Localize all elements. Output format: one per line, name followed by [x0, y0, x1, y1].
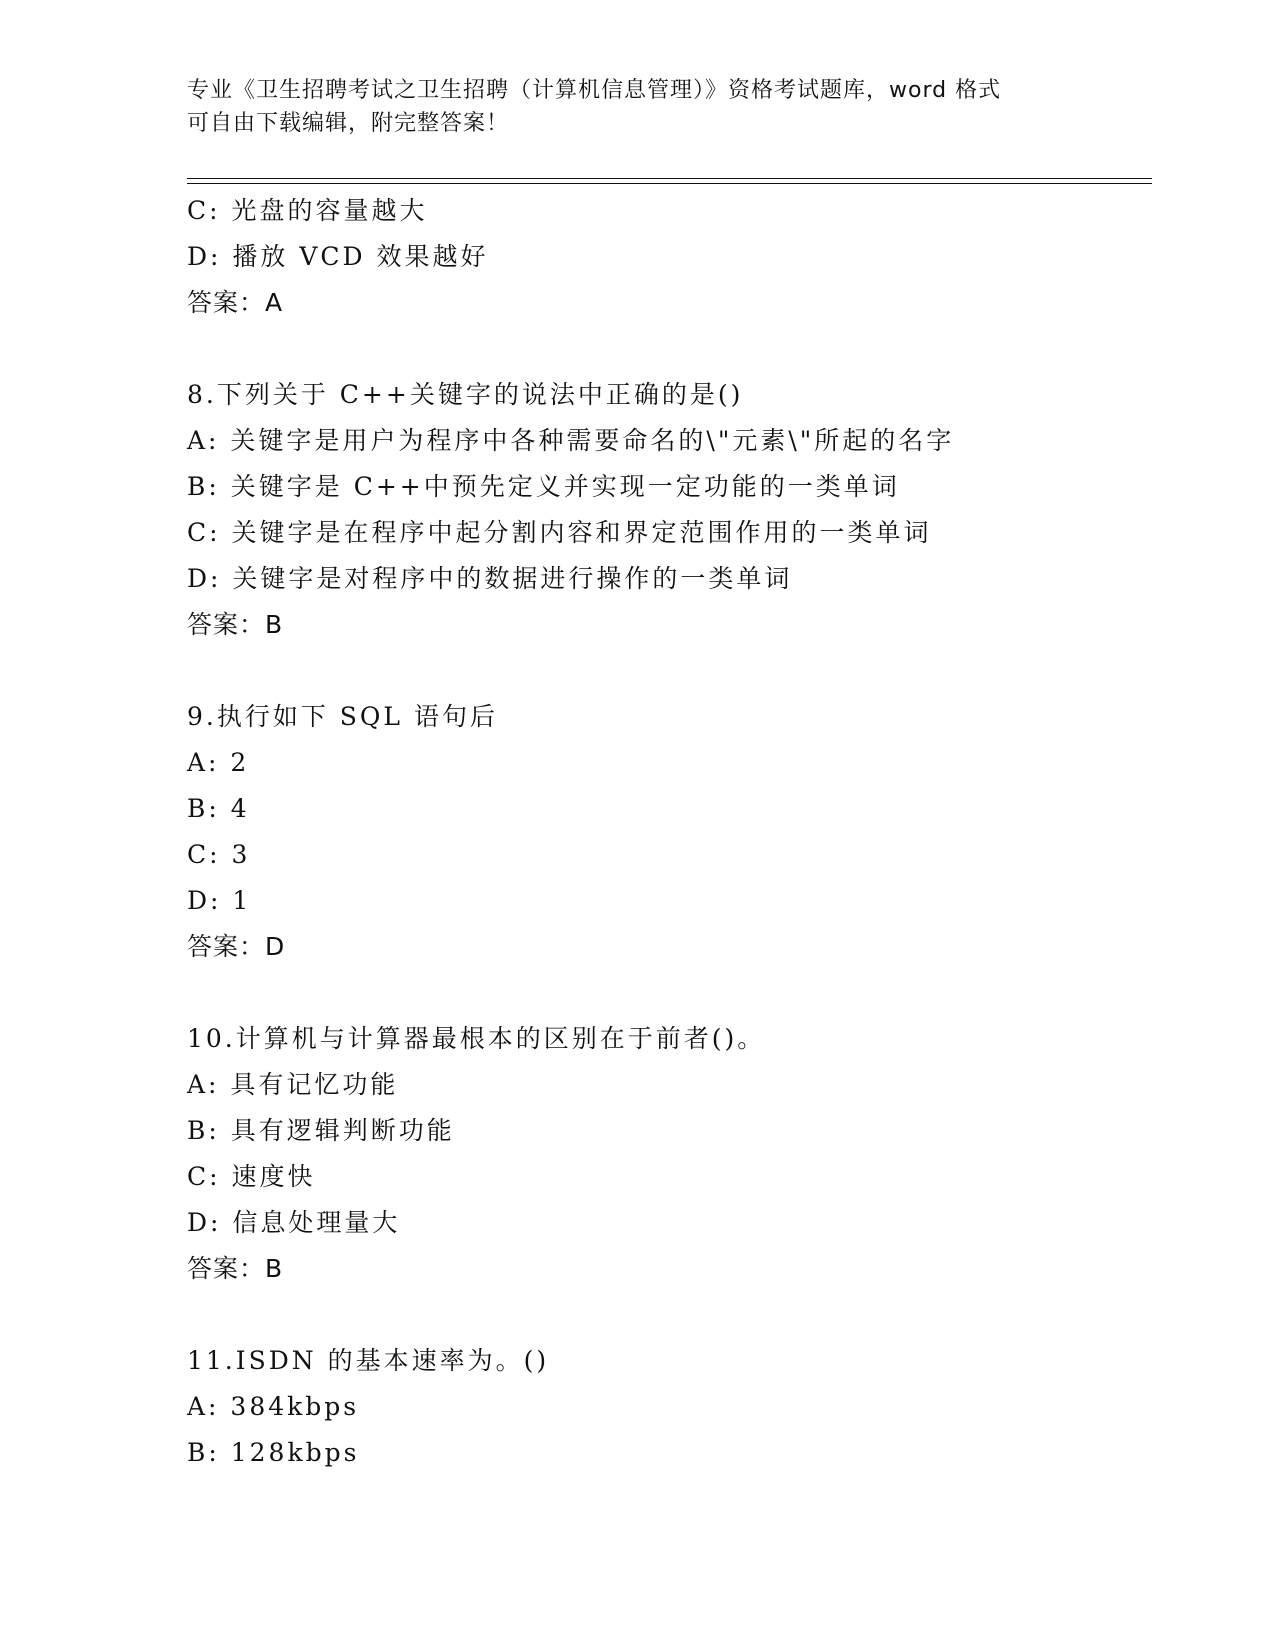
spacer	[187, 648, 1152, 694]
answer-line: 答案：B	[187, 1254, 284, 1283]
header-line-1: 专业《卫生招聘考试之卫生招聘（计算机信息管理）》资格考试题库，word 格式	[187, 78, 1002, 103]
option-b: B: 关键字是 C++中预先定义并实现一定功能的一类单词	[187, 472, 900, 501]
option-c: C: 3	[187, 840, 251, 869]
question-list	[187, 188, 1152, 1476]
spacer	[187, 1292, 1152, 1338]
header-line-2: 可自由下载编辑，附完整答案！	[187, 111, 510, 136]
option-d: D: 关键字是对程序中的数据进行操作的一类单词	[187, 564, 793, 593]
question-text: 10.计算机与计算器最根本的区别在于前者()。	[187, 1024, 766, 1053]
header-divider-bottom	[187, 183, 1152, 184]
question-block-8	[187, 372, 1152, 648]
spacer	[187, 326, 1152, 372]
question-block-9	[187, 694, 1152, 970]
question-text: 11.ISDN 的基本速率为。()	[187, 1346, 550, 1375]
document-header	[187, 74, 1067, 140]
answer-line: 答案：B	[187, 610, 284, 639]
option-b: B: 128kbps	[187, 1438, 360, 1467]
option-a: A: 2	[187, 748, 250, 777]
question-block-7	[187, 188, 1152, 326]
option-a: A: 具有记忆功能	[187, 1070, 399, 1099]
question-block-11	[187, 1338, 1152, 1476]
option-c: C: 光盘的容量越大	[187, 196, 428, 225]
option-d: D: 信息处理量大	[187, 1208, 401, 1237]
question-block-10	[187, 1016, 1152, 1292]
header-divider-top	[187, 178, 1152, 179]
option-c: C: 关键字是在程序中起分割内容和界定范围作用的一类单词	[187, 518, 932, 547]
option-d: D: 1	[187, 886, 252, 915]
question-text: 8.下列关于 C++关键字的说法中正确的是()	[187, 380, 744, 409]
option-d: D: 播放 VCD 效果越好	[187, 242, 489, 271]
answer-line: 答案：A	[187, 288, 284, 317]
question-text: 9.执行如下 SQL 语句后	[187, 702, 498, 731]
answer-line: 答案：D	[187, 932, 286, 961]
option-a: A: 关键字是用户为程序中各种需要命名的\"元素\"所起的名字	[187, 426, 955, 455]
option-c: C: 速度快	[187, 1162, 316, 1191]
spacer	[187, 970, 1152, 1016]
option-b: B: 具有逻辑判断功能	[187, 1116, 455, 1145]
option-a: A: 384kbps	[187, 1392, 360, 1421]
option-b: B: 4	[187, 794, 250, 823]
